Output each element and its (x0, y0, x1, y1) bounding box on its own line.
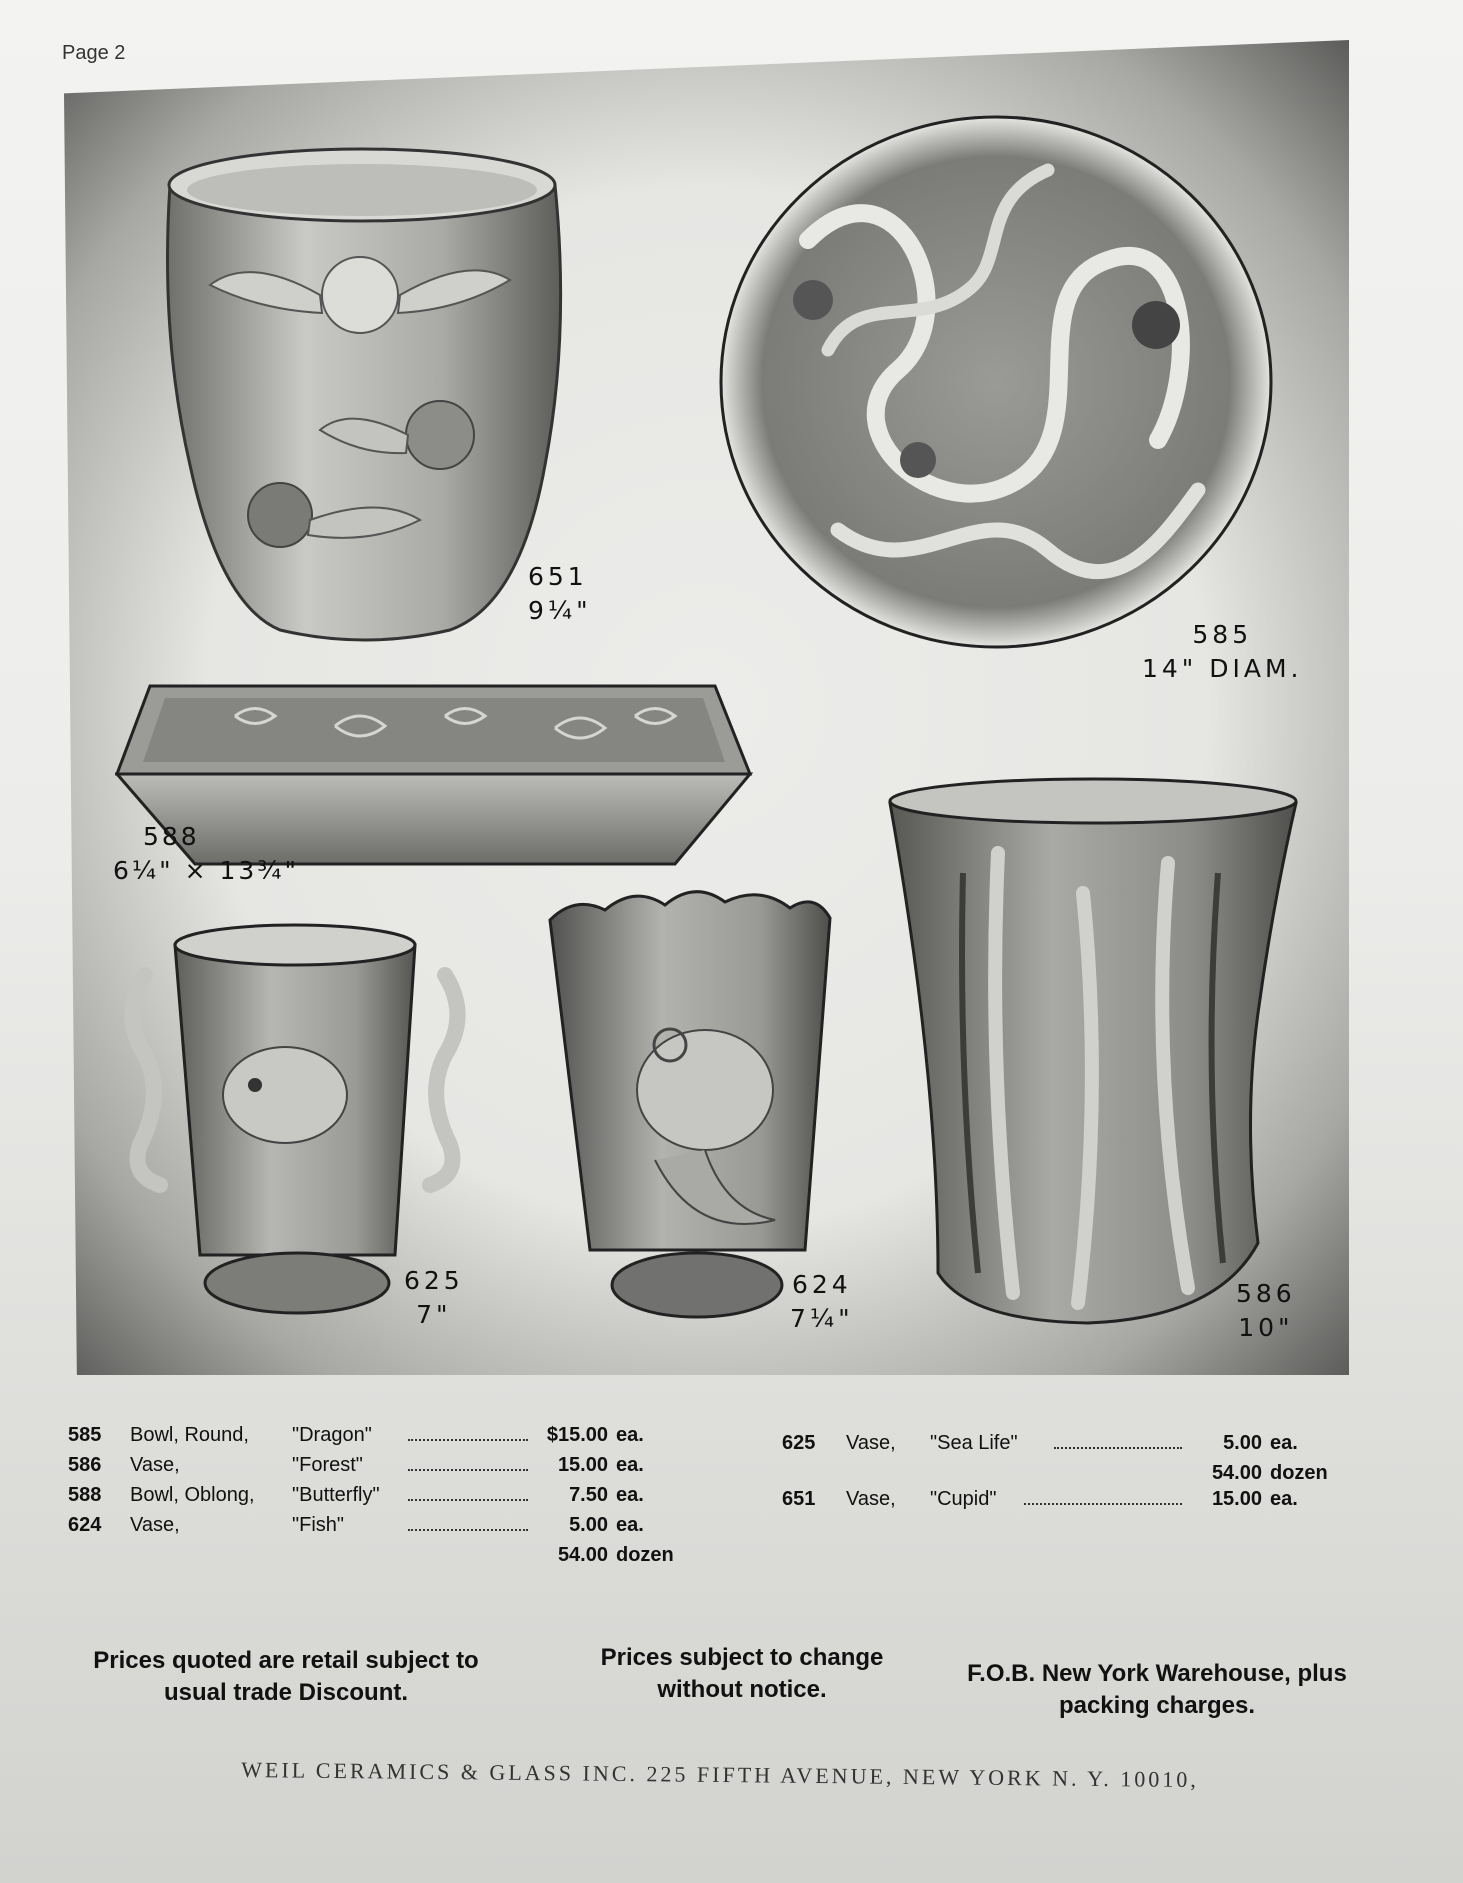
caption-588-number: 588 (143, 822, 200, 851)
price-list-left (68, 1424, 688, 1570)
caption-625 (404, 1264, 464, 1332)
vase-651-cupid-image (150, 135, 580, 645)
notice-fob: F.O.B. New York Warehouse, plus packing charges. (967, 1660, 1347, 1719)
dozen-price: 54.00 (557, 1544, 608, 1566)
item-price: 5.00 (569, 1514, 608, 1536)
caption-586-number: 586 (1236, 1279, 1296, 1308)
item-type: Vase, (846, 1488, 896, 1510)
price-row-dozen (782, 1462, 1342, 1488)
dot-leader (408, 1499, 528, 1501)
caption-651-number: 651 (528, 562, 588, 591)
price-row (68, 1514, 688, 1544)
item-name: "Fish" (292, 1514, 344, 1536)
item-number: 651 (782, 1488, 816, 1510)
dot-leader (408, 1469, 528, 1471)
caption-625-size: 7" (416, 1300, 452, 1329)
dozen-unit: dozen (616, 1544, 674, 1566)
item-number: 625 (782, 1432, 816, 1454)
item-unit: ea. (1270, 1432, 1298, 1454)
item-type: Bowl, Oblong, (130, 1484, 255, 1506)
item-name: "Dragon" (292, 1424, 372, 1446)
company-address-footer: WEIL CERAMICS & GLASS INC. 225 FIFTH AVENUE, NEW YORK N. Y. 10010, (241, 1756, 1199, 1793)
caption-651 (528, 560, 592, 628)
bowl-585-dragon-image (718, 110, 1278, 660)
item-unit: ea. (1270, 1488, 1298, 1510)
item-unit: ea. (616, 1514, 644, 1536)
item-number: 588 (68, 1484, 102, 1506)
caption-588 (113, 820, 299, 888)
dot-leader (1054, 1447, 1182, 1449)
item-price: 15.00 (557, 1454, 608, 1476)
item-price: 5.00 (1223, 1432, 1262, 1454)
item-name: "Cupid" (930, 1488, 997, 1510)
caption-586-size: 10" (1238, 1313, 1294, 1342)
item-type: Vase, (130, 1454, 180, 1476)
dot-leader (408, 1529, 528, 1531)
caption-651-size: 9¼" (528, 596, 592, 625)
item-type: Vase, (130, 1514, 180, 1536)
price-row (68, 1484, 688, 1514)
caption-585-number: 585 (1192, 620, 1253, 649)
notice-price-change: Prices subject to change without notice. (600, 1644, 884, 1703)
caption-586 (1236, 1277, 1296, 1345)
item-number: 586 (68, 1454, 102, 1476)
item-type: Vase, (846, 1432, 896, 1454)
vase-586-forest-image (888, 773, 1298, 1333)
caption-585 (1142, 618, 1303, 686)
caption-624 (790, 1268, 854, 1336)
dot-leader (1024, 1503, 1182, 1505)
price-row (782, 1432, 1342, 1462)
item-unit: ea. (616, 1424, 644, 1446)
caption-585-size: 14" DIAM. (1142, 654, 1303, 683)
dot-leader (408, 1439, 528, 1441)
dozen-price: 54.00 (1211, 1462, 1262, 1484)
price-list-right (782, 1432, 1342, 1518)
item-price: $15.00 (546, 1424, 608, 1446)
caption-624-number: 624 (791, 1270, 852, 1299)
item-unit: ea. (616, 1454, 644, 1476)
vase-624-fish-image (545, 880, 835, 1325)
item-price: 7.50 (569, 1484, 608, 1506)
dozen-unit: dozen (1270, 1462, 1328, 1484)
item-price: 15.00 (1211, 1488, 1262, 1510)
item-number: 585 (68, 1424, 102, 1446)
item-number: 624 (68, 1514, 102, 1536)
price-row (782, 1488, 1342, 1518)
page-label: Page 2 (62, 42, 126, 64)
caption-625-number: 625 (404, 1266, 464, 1295)
price-row-dozen (68, 1544, 688, 1570)
item-name: "Forest" (292, 1454, 363, 1476)
caption-588-size: 6¼" × 13¾" (113, 856, 300, 885)
price-row (68, 1424, 688, 1454)
notice-trade-discount: Prices quoted are retail subject to usual trade Discount. (93, 1647, 479, 1706)
vase-625-sea-life-image (115, 915, 475, 1320)
item-unit: ea. (616, 1484, 644, 1506)
caption-624-size: 7¼" (790, 1304, 854, 1333)
item-name: "Butterfly" (292, 1484, 380, 1506)
price-row (68, 1454, 688, 1484)
item-name: "Sea Life" (930, 1432, 1018, 1454)
item-type: Bowl, Round, (130, 1424, 249, 1446)
